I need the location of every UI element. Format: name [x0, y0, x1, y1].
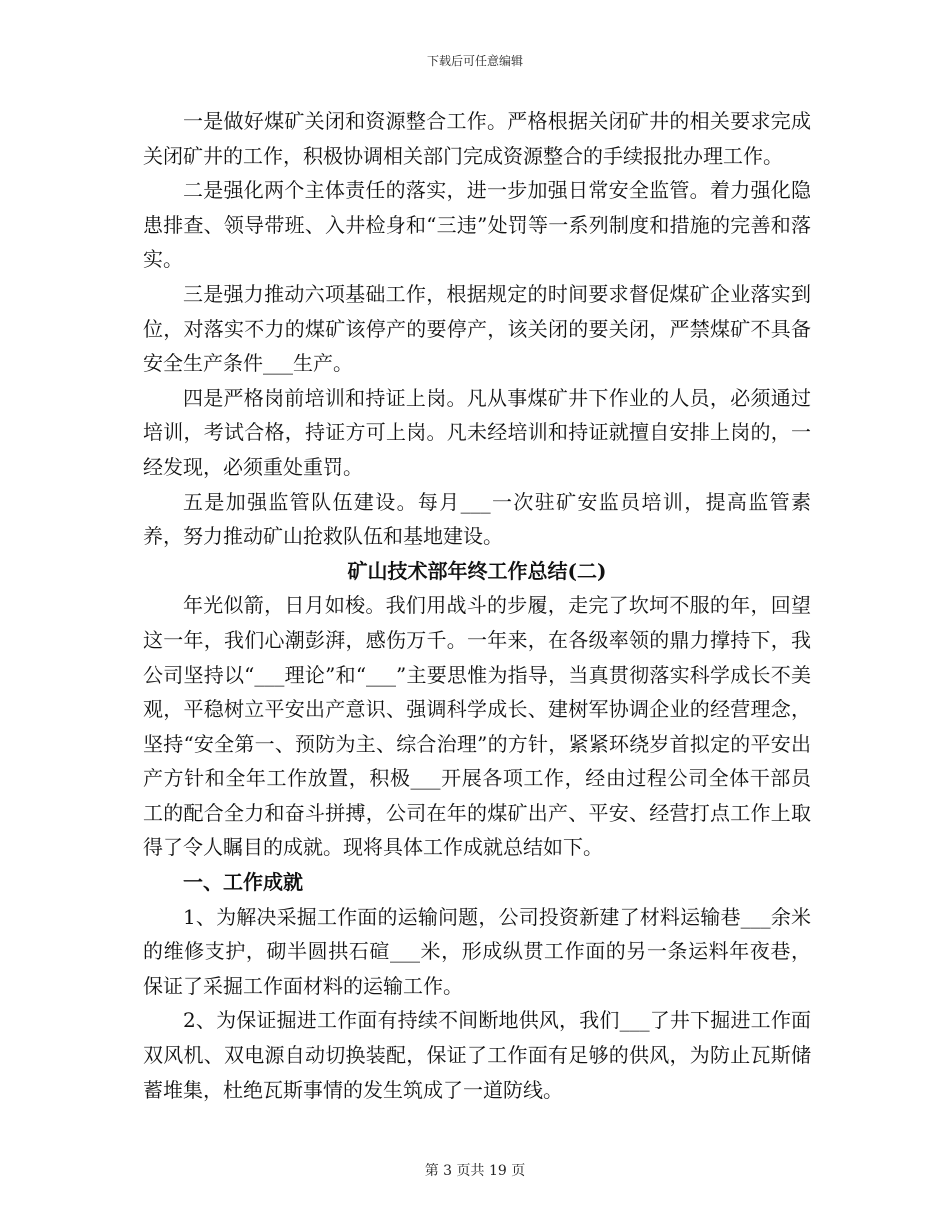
- paragraph: 1、为解决采掘工作面的运输问题，公司投资新建了材料运输巷___余米的维修支护，砌半圆拱石碹___米，形成纵贯工作面的另一条运料年夜巷，保证了采掘工作面材料的运输工作。: [143, 904, 811, 998]
- page-header: 下载后可任意编辑: [426, 54, 523, 68]
- paragraph: 三是强力推动六项基础工作，根据规定的时间要求督促煤矿企业落实到位，对落实不力的煤矿该停产的要停产，该关闭的要关闭，严禁煤矿不具备安全生产条件___生产。: [143, 281, 811, 376]
- paragraph: 五是加强监管队伍建设。每月___一次驻矿安监员培训，提高监管素养，努力推动矿山抢救队伍和基地建设。: [143, 489, 811, 549]
- page-footer: 第 3 页共 19 页: [424, 1163, 526, 1179]
- paragraph: 二是强化两个主体责任的落实，进一步加强日常安全监管。着力强化隐患排查、领导带班、入井检身和“三违”处罚等一系列制度和措施的完善和落实。: [143, 178, 811, 272]
- paragraph: 2、为保证掘进工作面有持续不间断地供风，我们___了井下掘进工作面双风机、双电源自动切换装配，保证了工作面有足够的供风，为防止瓦斯储蓄堆集，杜绝瓦斯事情的发生筑成了一道防线。: [143, 1008, 811, 1102]
- paragraph: 四是严格岗前培训和持证上岗。凡从事煤矿井下作业的人员，必须通过培训，考试合格，持证方可上岗。凡未经培训和持证就擅自安排上岗的，一经发现，必须重处重罚。: [143, 385, 811, 479]
- section-title: 矿山技术部年终工作总结(二): [347, 558, 607, 583]
- paragraph: 年光似箭，日月如梭。我们用战斗的步履，走完了坎坷不服的年，回望这一年，我们心潮彭湃，感伤万千。一年来，在各级率领的鼎力撑持下，我公司坚持以“___理论”和“___”主要思惟为指导，当真贯彻落实科学成长不美观，平稳树立平安出产意识、强调科学成长、建树军协调企业的经营理念，坚持“安全第一、预防为主、综合治理”的方针，紧紧环绕岁首拟定的平安出产方针和全年工作放置，积极___开展各项工作，经由过程公司全体干部员工的配合全力和奋斗拼搏，公司在年的煤矿出产、平安、经营打点工作上取得了令人瞩目的成就。现将具体工作成就总结如下。: [143, 593, 811, 860]
- paragraph: 一是做好煤矿关闭和资源整合工作。严格根据关闭矿井的相关要求完成关闭矿井的工作，积极协调相关部门完成资源整合的手续报批办理工作。: [143, 109, 811, 168]
- document-body: [143, 104, 811, 1107]
- subheading: 一、工作成就: [183, 870, 303, 895]
